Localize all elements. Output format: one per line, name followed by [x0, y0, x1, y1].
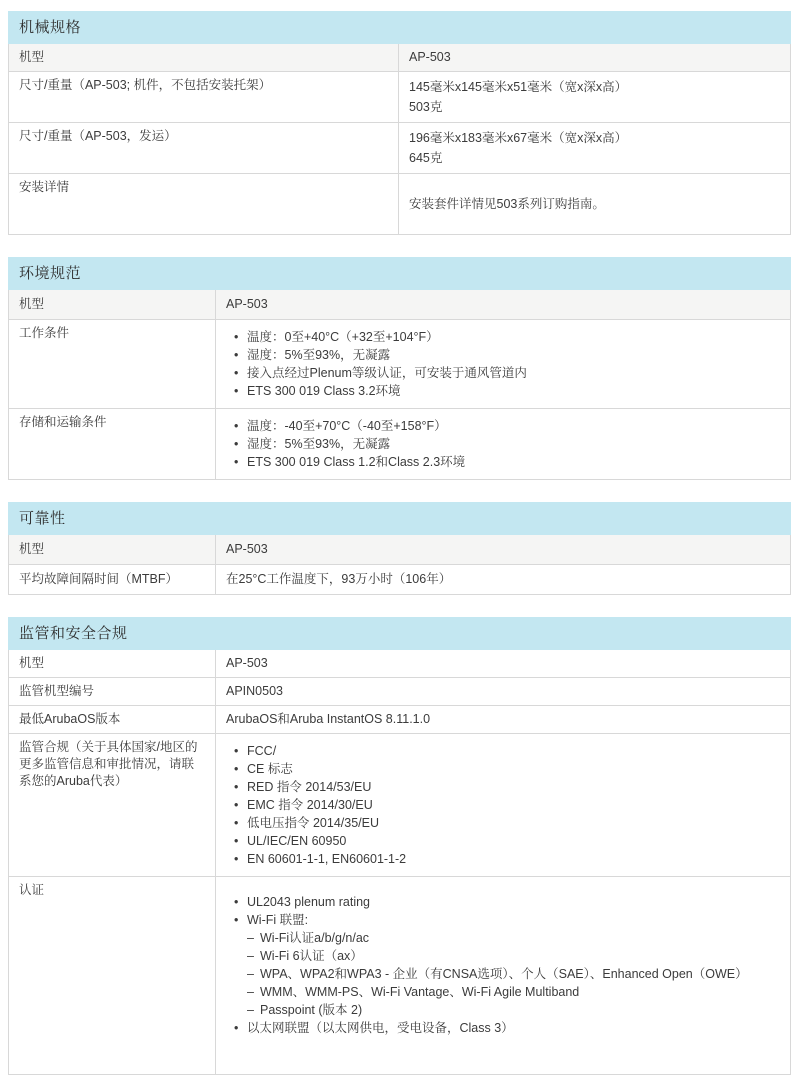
row-label: 平均故障间隔时间（MTBF） [9, 565, 216, 595]
row-value: ArubaOS和Aruba InstantOS 8.11.1.0 [216, 706, 791, 734]
bullet-item [234, 850, 780, 868]
row-value [216, 877, 791, 1075]
section-title: 监管和安全合规 [19, 625, 128, 642]
row-label: 最低ArubaOS版本 [9, 706, 216, 734]
value-line: 503克 [409, 100, 443, 114]
bullet-item [234, 814, 780, 832]
bullet-text: 温度：0至+40°C（+32至+104°F） [247, 330, 439, 344]
bullet-item [234, 893, 780, 911]
section-header [8, 257, 791, 290]
row-value: 在25°C工作温度下，93万小时（106年） [216, 565, 791, 595]
bullet-item [234, 417, 780, 435]
bullet-text: Wi-Fi 联盟: [247, 913, 309, 927]
section-title: 环境规范 [19, 265, 82, 282]
spec-table [8, 290, 791, 480]
section-header [8, 11, 791, 44]
sub-item: – Wi-Fi 6认证（ax） [247, 947, 780, 965]
bullet-text: EMC 指令 2014/30/EU [247, 798, 373, 812]
bullet-item [234, 760, 780, 778]
bullet-text: UL/IEC/EN 60950 [247, 834, 347, 848]
row-value [216, 320, 791, 409]
section-title: 可靠性 [19, 510, 66, 527]
bullet-text: 低电压指令 2014/35/EU [247, 816, 379, 830]
row-label: 机型 [9, 44, 399, 72]
bullet-text: 湿度：5%至93%，无凝露 [247, 348, 391, 362]
row-value: 安装套件详情见503系列订购指南。 [399, 174, 791, 235]
section-environmental [8, 257, 791, 480]
bullet-item [234, 364, 780, 382]
row-label: 认证 [9, 877, 216, 1075]
bullet-item [234, 778, 780, 796]
row-label: 安装详情 [9, 174, 399, 235]
row-value: AP-503 [216, 290, 791, 320]
row-value [399, 72, 791, 123]
row-label: 机型 [9, 290, 216, 320]
section-header [8, 502, 791, 535]
bullet-item [234, 911, 780, 1019]
bullet-text: 湿度：5%至93%，无凝露 [247, 437, 391, 451]
section-reliability [8, 502, 791, 595]
table-row [9, 409, 791, 480]
table-row [9, 678, 791, 706]
bullet-item [234, 742, 780, 760]
table-row [9, 320, 791, 409]
bullet-text: 以太网联盟（以太网供电，受电设备，Class 3） [247, 1021, 514, 1035]
bullet-item [234, 796, 780, 814]
section-title: 机械规格 [19, 19, 82, 36]
spec-table [8, 650, 791, 1075]
row-value: AP-503 [216, 650, 791, 678]
bullet-text: FCC/ [247, 744, 277, 758]
sub-item: – Wi-Fi认证a/b/g/n/ac [247, 929, 780, 947]
table-row [9, 565, 791, 595]
table-row [9, 877, 791, 1075]
table-row [9, 535, 791, 565]
row-value: APIN0503 [216, 678, 791, 706]
bullet-text: EN 60601-1-1, EN60601-1-2 [247, 852, 407, 866]
row-label: 机型 [9, 535, 216, 565]
bullet-text: 温度：-40至+70°C（-40至+158°F） [247, 419, 447, 433]
table-row [9, 734, 791, 877]
row-value: AP-503 [216, 535, 791, 565]
bullet-text: ETS 300 019 Class 1.2和Class 2.3环境 [247, 455, 466, 469]
bullet-list [234, 893, 780, 1037]
section-mechanical [8, 11, 791, 235]
bullet-item [234, 435, 780, 453]
sub-item: – Passpoint (版本 2) [247, 1001, 780, 1019]
row-value [216, 409, 791, 480]
row-label: 尺寸/重量（AP-503; 机件，不包括安装托架） [9, 72, 399, 123]
bullet-item [234, 382, 780, 400]
bullet-text: UL2043 plenum rating [247, 895, 370, 909]
table-row [9, 44, 791, 72]
bullet-list [234, 417, 780, 471]
bullet-text: 接入点经过Plenum等级认证，可安装于通风管道内 [247, 366, 527, 380]
table-row [9, 72, 791, 123]
row-label: 工作条件 [9, 320, 216, 409]
row-label: 机型 [9, 650, 216, 678]
value-line: 145毫米x145毫米x51毫米（宽x深x高） [409, 80, 628, 94]
sub-list [247, 929, 780, 1019]
table-row [9, 650, 791, 678]
spec-table [8, 535, 791, 595]
row-value [216, 734, 791, 877]
value-line: 196毫米x183毫米x67毫米（宽x深x高） [409, 131, 628, 145]
row-label: 存储和运输条件 [9, 409, 216, 480]
table-row [9, 290, 791, 320]
row-value: AP-503 [399, 44, 791, 72]
bullet-text: CE 标志 [247, 762, 293, 776]
bullet-item [234, 832, 780, 850]
row-label: 尺寸/重量（AP-503，发运） [9, 123, 399, 174]
bullet-item [234, 346, 780, 364]
section-header [8, 617, 791, 650]
bullet-list [234, 742, 780, 868]
bullet-item [234, 328, 780, 346]
row-value [399, 123, 791, 174]
table-row [9, 706, 791, 734]
row-label: 监管机型编号 [9, 678, 216, 706]
spec-table [8, 44, 791, 235]
bullet-item [234, 453, 780, 471]
section-regulatory [8, 617, 791, 1075]
sub-item: – WPA、WPA2和WPA3 - 企业（有CNSA选项）、个人（SAE）、Enhanced Open（OWE） [247, 965, 780, 983]
table-row [9, 174, 791, 235]
bullet-text: RED 指令 2014/53/EU [247, 780, 372, 794]
row-label: 监管合规（关于具体国家/地区的更多监管信息和审批情况，请联系您的Aruba代表） [9, 734, 216, 877]
sub-item: – WMM、WMM-PS、Wi-Fi Vantage、Wi-Fi Agile Multiband [247, 983, 780, 1001]
value-line: 645克 [409, 151, 443, 165]
bullet-list [234, 328, 780, 400]
table-row [9, 123, 791, 174]
bullet-text: ETS 300 019 Class 3.2环境 [247, 384, 401, 398]
bullet-item [234, 1019, 780, 1037]
